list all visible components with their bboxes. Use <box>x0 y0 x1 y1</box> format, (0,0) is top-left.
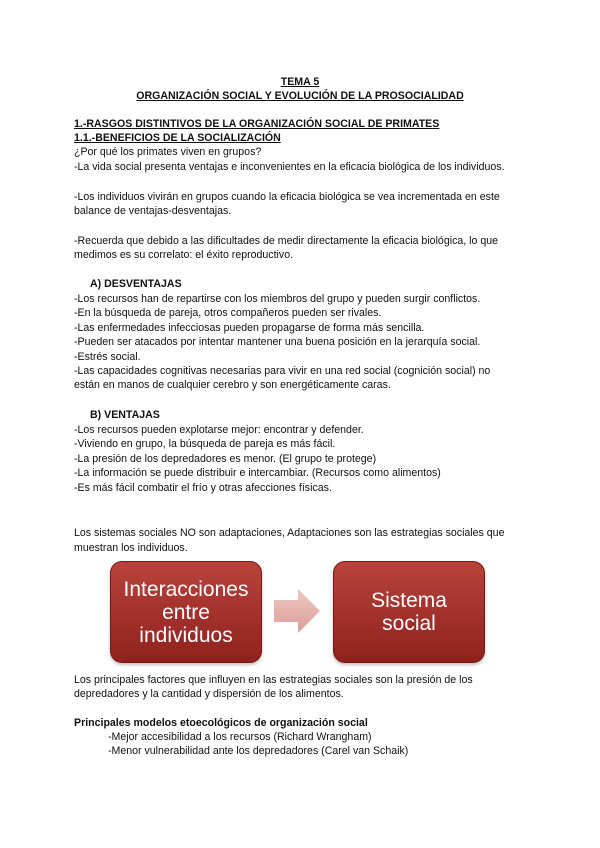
desventaja-item: -Las capacidades cognitivas necesarias para vivir en una red social (cognición social) no <box>74 365 491 377</box>
box-label-line: Sistema <box>371 589 447 612</box>
box-label-line: social <box>382 612 436 635</box>
interacciones-box <box>110 561 262 663</box>
paragraph-individuos-line1: -Los individuos vivirán en grupos cuando la eficacia biológica se vea incrementada en este <box>74 191 500 203</box>
modelo-item: -Menor vulnerabilidad ante los depredadores (Carel van Schaik) <box>108 745 409 757</box>
box-label-line: entre <box>162 600 210 624</box>
desventaja-item: están en manos de cualquier cerebro y son energéticamente caras. <box>74 379 391 391</box>
paragraph-vida-social: -La vida social presenta ventajas e inconvenientes en la eficacia biológica de los individuos. <box>74 161 505 173</box>
paragraph-recuerda-line2: medimos es su correlato: el éxito reproductivo. <box>74 249 294 261</box>
modelo-item: -Mejor accesibilidad a los recursos (Richard Wrangham) <box>108 731 372 743</box>
box-label-line: Interacciones <box>123 577 249 601</box>
sistema-social-box <box>333 561 485 663</box>
modelos-heading: Principales modelos etoecológicos de organización social <box>74 717 368 729</box>
desventaja-item: -Pueden ser atacados por intentar mantener una buena posición en la jerarquía social. <box>74 336 481 348</box>
tema-number: TEMA 5 <box>280 76 320 88</box>
section-heading: 1.-RASGOS DISTINTIVOS DE LA ORGANIZACIÓN SOCIAL DE PRIMATES <box>74 118 440 130</box>
ventaja-item: -Es más fácil combatir el frío y otras afecciones físicas. <box>74 482 332 494</box>
paragraph-recuerda-line1: -Recuerda que debido a las dificultades de medir directamente la eficacia biológica, lo que <box>74 235 499 247</box>
ventaja-item: -Los recursos pueden explotarse mejor: encontrar y defender. <box>74 424 364 436</box>
factores-paragraph-line1: Los principales factores que influyen en las estrategias sociales son la presión de los <box>74 674 473 686</box>
intro-question: ¿Por qué los primates viven en grupos? <box>74 146 262 158</box>
social-system-diagram <box>110 561 484 663</box>
document-title: ORGANIZACIÓN SOCIAL Y EVOLUCIÓN DE LA PROSOCIALIDAD <box>136 90 464 102</box>
ventaja-item: -La información se puede distribuir e intercambiar. (Recursos como alimentos) <box>74 467 441 479</box>
desventajas-heading: A) DESVENTAJAS <box>90 278 182 290</box>
arrow-right-icon <box>274 589 320 633</box>
desventaja-item: -Estrés social. <box>74 351 141 363</box>
sistemas-paragraph-line1: Los sistemas sociales NO son adaptaciones, Adaptaciones son las estrategias sociales que <box>74 527 505 539</box>
paragraph-individuos-line2: balance de ventajas-desventajas. <box>74 205 232 217</box>
ventajas-heading: B) VENTAJAS <box>90 409 160 421</box>
desventaja-item: -Los recursos han de repartirse con los miembros del grupo y pueden surgir conflictos. <box>74 293 481 305</box>
subsection-heading: 1.1.-BENEFICIOS DE LA SOCIALIZACIÓN <box>74 132 281 144</box>
factores-paragraph-line2: depredadores y la cantidad y dispersión de los alimentos. <box>74 688 344 700</box>
ventaja-item: -La presión de los depredadores es menor. (El grupo te protege) <box>74 453 377 465</box>
desventaja-item: -Las enfermedades infecciosas pueden propagarse de forma más sencilla. <box>74 322 425 334</box>
box-label-line: individuos <box>139 623 233 647</box>
ventaja-item: -Viviendo en grupo, la búsqueda de pareja es más fácil. <box>74 438 336 450</box>
desventaja-item: -En la búsqueda de pareja, otros compañeros pueden ser rivales. <box>74 307 382 319</box>
sistemas-paragraph-line2: muestran los individuos. <box>74 542 188 554</box>
